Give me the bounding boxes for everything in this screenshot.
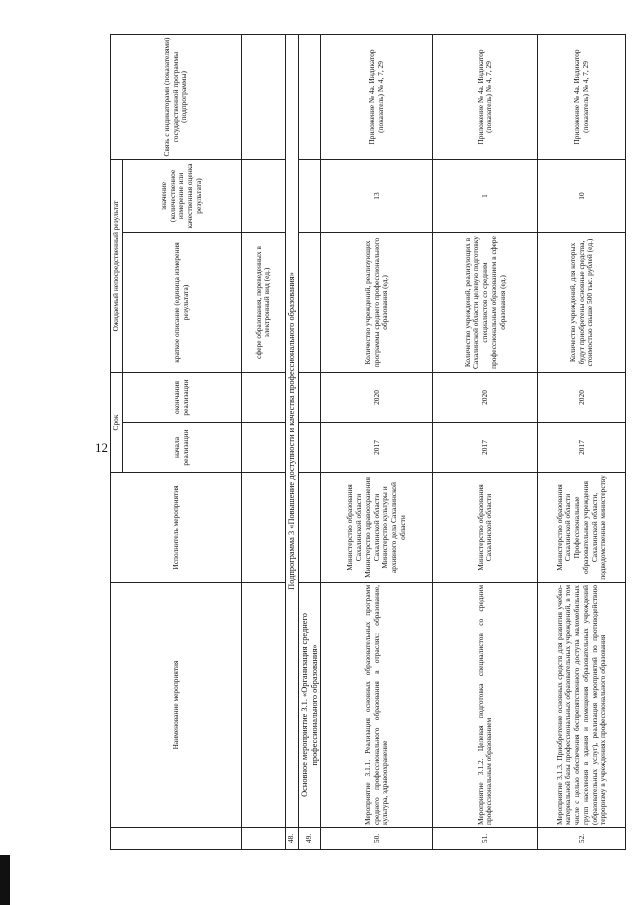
activity-name: Мероприятие 3.1.1. Реализация основных образовательных программ среднего профессионального образования в отраслях: образование, культура, здравоохранение (321, 583, 433, 828)
continued-result: сфере образования, переведенных в электронный вид (ед.) (241, 232, 285, 372)
col-short-desc-header: краткое описание (единица измерения результата) (122, 232, 241, 372)
end-year: 2020 (433, 372, 538, 422)
result-description: Количество учреждений, реализующих в Сахалинской области целевую подготовку специалистов со средним профессиональным образованием в сфере образования (ед.) (433, 232, 538, 372)
row-number: 49. (298, 828, 321, 850)
program-table (110, 34, 626, 850)
start-year: 2017 (321, 423, 433, 473)
col-term-header: Срок (111, 372, 123, 472)
col-end-header: окончания реализации (122, 372, 241, 422)
col-num-header (111, 828, 242, 850)
activity-executor: Министерство образования Сахалинской области Профессиональные образовательные учреждения Сахалинской области, подведомственные министерству (538, 473, 626, 583)
executor-line: Министерство образования Сахалинской области (345, 484, 364, 571)
scan-edge-mark (0, 855, 10, 905)
table-row-51 (433, 34, 538, 849)
table-row-52 (538, 34, 626, 849)
table-row-48 (285, 34, 298, 849)
col-value-header: значение (количественное измерение или качественная оценка результата) (122, 159, 241, 232)
start-year: 2017 (538, 423, 626, 473)
table-row-49 (298, 34, 321, 849)
table-row-50 (321, 34, 433, 849)
col-executor-header: Исполнитель мероприятия (111, 473, 242, 583)
table-header-row (111, 34, 123, 849)
executor-line: Министерство культуры и архивного дела Сахалинской области (380, 482, 407, 573)
result-value: 10 (538, 159, 626, 232)
end-year: 2020 (321, 372, 433, 422)
start-year: 2017 (433, 423, 538, 473)
page-number: 12 (95, 440, 108, 455)
col-link-header: Связь с индикаторами (показателями) государственной программы (подпрограммы) (111, 34, 242, 159)
row-number: 48. (285, 828, 298, 850)
end-year: 2020 (538, 372, 626, 422)
result-description: Количество учреждений, для которых будут приобретены основные средства, стоимостью свыше 500 тыс. рублей (ед.) (538, 232, 626, 372)
indicator-link: Приложение № 4а. Индикатор (показатель) № 4, 7, 29 (321, 34, 433, 159)
executor-line: Министерство здравоохранения Сахалинской области (362, 477, 381, 578)
row-number: 52. (538, 828, 626, 850)
result-value: 1 (433, 159, 538, 232)
activity-executor: Министерство образования Сахалинской области (433, 473, 538, 583)
table-row-continuation (241, 34, 285, 849)
rotated-page (110, 35, 608, 850)
row-number: 51. (433, 828, 538, 850)
main-activity-title: Основное мероприятие 3.1. «Организация среднего профессионального образования» (298, 583, 321, 828)
col-start-header: начала реализации (122, 423, 241, 473)
activity-name: Мероприятие 3.1.2. Целевая подготовка специалистов со средним профессиональным образованием (433, 583, 538, 828)
result-value: 13 (321, 159, 433, 232)
indicator-link: Приложение № 4а. Индикатор (показатель) № 4, 7, 29 (538, 34, 626, 159)
indicator-link: Приложение № 4а. Индикатор (показатель) № 4, 7, 29 (433, 34, 538, 159)
activity-executor (321, 473, 433, 583)
col-result-header: Ожидаемый непосредственный результат (111, 159, 123, 372)
subprogram-title: Подпрограмма 3 «Повышение доступности и качества профессионального образования» (285, 34, 298, 827)
activity-name: Мероприятие 3.1.3. Приобретение основных средств для развития учебно-материальной базы профессиональных образовательных учреждений, в том числе с целью обеспечения беспрепятственного доступа маломобильных групп населения в здания и помещения образовательных учреждений (образовательных услуг), реализация мероприятий по противодействию терроризму в учреждениях профессионального образования (538, 583, 626, 828)
col-name-header: Наименование мероприятия (111, 583, 242, 828)
row-number: 50. (321, 828, 433, 850)
result-description: Количество учреждений, реализующих программы среднего профессионального образования (ед.) (321, 232, 433, 372)
